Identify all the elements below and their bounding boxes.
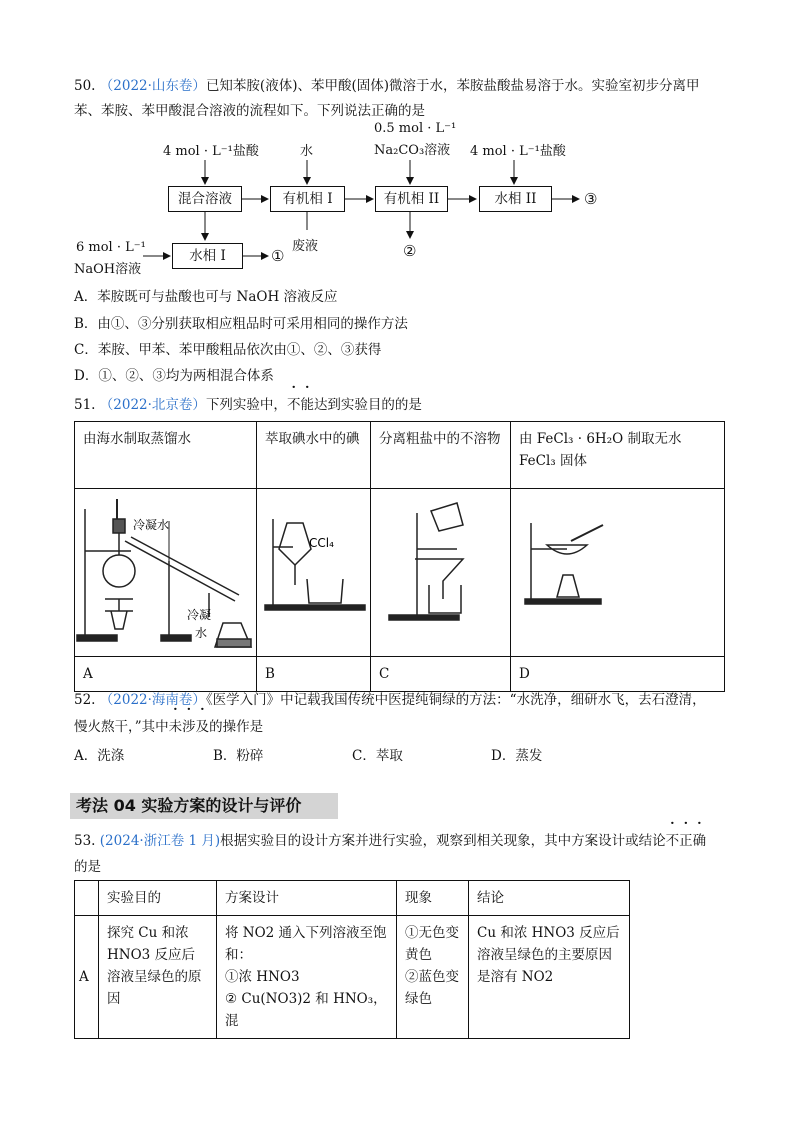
section-heading: 考法 04 实验方案的设计与评价 bbox=[70, 793, 338, 819]
q53-row-a-purpose: 探究 Cu 和浓 HNO3 反应后溶液呈绿色的原因 bbox=[99, 916, 217, 1039]
q53-table bbox=[74, 880, 630, 1039]
q51-letter-c: C bbox=[371, 657, 511, 692]
q51-image-b bbox=[257, 489, 371, 657]
q52-stem-line-1 bbox=[74, 688, 706, 708]
emphasis-char: 涉 bbox=[182, 719, 196, 735]
q51-letter-a: A bbox=[75, 657, 257, 692]
q51-table bbox=[74, 421, 725, 692]
emphasis-char: 能 bbox=[300, 397, 314, 413]
ccl4-label: CCl₄ bbox=[309, 536, 334, 550]
emphasis-char: 及 bbox=[195, 719, 210, 735]
emphasis-char: 确 bbox=[692, 833, 707, 849]
reagent-naoh-conc: 6 mol · L⁻¹ bbox=[76, 240, 146, 255]
q51-image-d bbox=[511, 489, 725, 657]
q51-image-a bbox=[75, 489, 257, 657]
q53-header-design: 方案设计 bbox=[217, 881, 397, 916]
question-number: 52. bbox=[74, 692, 96, 708]
cond-water-bottom-label-2: 水 bbox=[195, 626, 208, 640]
q52-option-a: A．洗涤 bbox=[74, 748, 125, 764]
emphasis-char: 不 bbox=[665, 833, 680, 849]
question-text: 已知苯胺(液体)、苯甲酸(固体)微溶于水，苯胺盐酸盐易溶于水。实验室初步分离甲 bbox=[205, 78, 700, 94]
question-text: 的操作是 bbox=[209, 719, 264, 735]
q51-letter-d: D bbox=[511, 657, 725, 692]
phenomenon-line: ②蓝色变绿色 bbox=[405, 969, 459, 1007]
question-number: 53. bbox=[74, 833, 96, 849]
q52-option-b: B．粉碎 bbox=[213, 748, 264, 764]
q50-option-a: A．苯胺既可与盐酸也可与 NaOH 溶液反应 bbox=[74, 289, 338, 305]
q53-stem-line-2: 的是 bbox=[74, 859, 101, 875]
q50-option-d: D．①、②、③均为两相混合体系 bbox=[74, 368, 274, 384]
question-text: 达到实验目的的是 bbox=[313, 397, 422, 413]
box-organic-phase-1: 有机相 I bbox=[270, 186, 345, 212]
q51-letter-b: B bbox=[257, 657, 371, 692]
question-source: （2022·海南卷） bbox=[99, 692, 206, 708]
cond-water-top-label: 冷凝水 bbox=[133, 518, 170, 532]
q51-stem bbox=[74, 393, 422, 413]
q53-row-a-label: A bbox=[75, 916, 99, 1039]
q53-stem-line-1 bbox=[74, 829, 706, 849]
question-text: 苯、苯胺、苯甲酸混合溶液的流程如下。下列说法正确的是 bbox=[74, 103, 425, 119]
reagent-na2co3: Na₂CO₃溶液 bbox=[374, 143, 451, 158]
q51-header-a: 由海水制取蒸馏水 bbox=[75, 422, 257, 489]
output-2: ② bbox=[403, 242, 417, 260]
cond-water-bottom-label-1: 冷凝 bbox=[187, 608, 212, 622]
box-aqueous-phase-2: 水相 II bbox=[479, 186, 552, 212]
q53-header-blank bbox=[75, 881, 99, 916]
q50-option-b: B．由①、③分别获取相应粗品时可采用相同的操作方法 bbox=[74, 316, 408, 332]
reagent-hcl-1: 4 mol · L⁻¹盐酸 bbox=[163, 144, 259, 159]
question-source: （2022·北京卷） bbox=[99, 397, 206, 413]
distillation-apparatus-image bbox=[75, 489, 257, 649]
q50-option-c: C．苯胺、甲苯、苯甲酸粗品依次由①、②、③获得 bbox=[74, 342, 382, 358]
q53-header-conclusion: 结论 bbox=[469, 881, 630, 916]
question-source: (2024·浙江卷 1 月) bbox=[99, 833, 221, 849]
q53-header-phenomenon: 现象 bbox=[397, 881, 469, 916]
box-mixed-solution: 混合溶液 bbox=[168, 186, 242, 212]
q52-option-d: D．蒸发 bbox=[491, 748, 543, 764]
q51-image-c bbox=[371, 489, 511, 657]
evaporation-apparatus-image bbox=[511, 489, 725, 649]
filtration-apparatus-image bbox=[371, 489, 511, 649]
output-3: ③ bbox=[584, 190, 598, 208]
reagent-na2co3-conc: 0.5 mol · L⁻¹ bbox=[374, 121, 457, 136]
reagent-hcl-2: 4 mol · L⁻¹盐酸 bbox=[470, 144, 566, 159]
waste-liquid: 废液 bbox=[292, 239, 319, 254]
design-line: ② Cu(NO3)2 和 HNO₃，混 bbox=[225, 991, 387, 1029]
phenomenon-line: ①无色变黄色 bbox=[405, 925, 459, 963]
question-number: 51. bbox=[74, 397, 96, 413]
question-source: （2022·山东卷） bbox=[99, 78, 206, 94]
reagent-naoh: NaOH溶液 bbox=[74, 262, 142, 277]
question-text: 根据实验目的设计方案并进行实验，观察到相关现象，其中方案设计或结论 bbox=[220, 833, 666, 849]
q53-row-a-design bbox=[217, 916, 397, 1039]
question-text: 慢火熬干，”其中 bbox=[74, 719, 169, 735]
design-line: 将 NO2 通入下列溶液至饱和： bbox=[225, 925, 387, 963]
q53-header-purpose: 实验目的 bbox=[99, 881, 217, 916]
emphasis-char: 未 bbox=[168, 719, 183, 735]
q51-header-d: 由 FeCl₃ · 6H₂O 制取无水 FeCl₃ 固体 bbox=[511, 422, 725, 489]
output-1: ① bbox=[271, 247, 285, 265]
reagent-water: 水 bbox=[300, 144, 314, 159]
q52-stem-line-2 bbox=[74, 715, 263, 735]
q53-row-a-phenomenon bbox=[397, 916, 469, 1039]
q51-header-c: 分离粗盐中的不溶物 bbox=[371, 422, 511, 489]
question-text: 《医学入门》中记载我国传统中医提纯铜绿的方法：“水洗净，细研水飞，去石澄清， bbox=[205, 692, 706, 708]
emphasis-char: 正 bbox=[679, 833, 693, 849]
question-number: 50. bbox=[74, 78, 96, 94]
question-text: 下列实验中， bbox=[205, 397, 287, 413]
q53-row-a-conclusion: Cu 和浓 HNO3 反应后溶液呈绿色的主要原因是溶有 NO2 bbox=[469, 916, 630, 1039]
separatory-funnel-image bbox=[257, 489, 371, 649]
box-aqueous-phase-1: 水相 I bbox=[172, 243, 243, 269]
box-organic-phase-2: 有机相 II bbox=[375, 186, 448, 212]
design-line: ①浓 HNO3 bbox=[225, 969, 300, 985]
q51-header-b: 萃取碘水中的碘 bbox=[257, 422, 371, 489]
emphasis-char: 不 bbox=[286, 397, 301, 413]
q52-option-c: C．萃取 bbox=[352, 748, 403, 764]
